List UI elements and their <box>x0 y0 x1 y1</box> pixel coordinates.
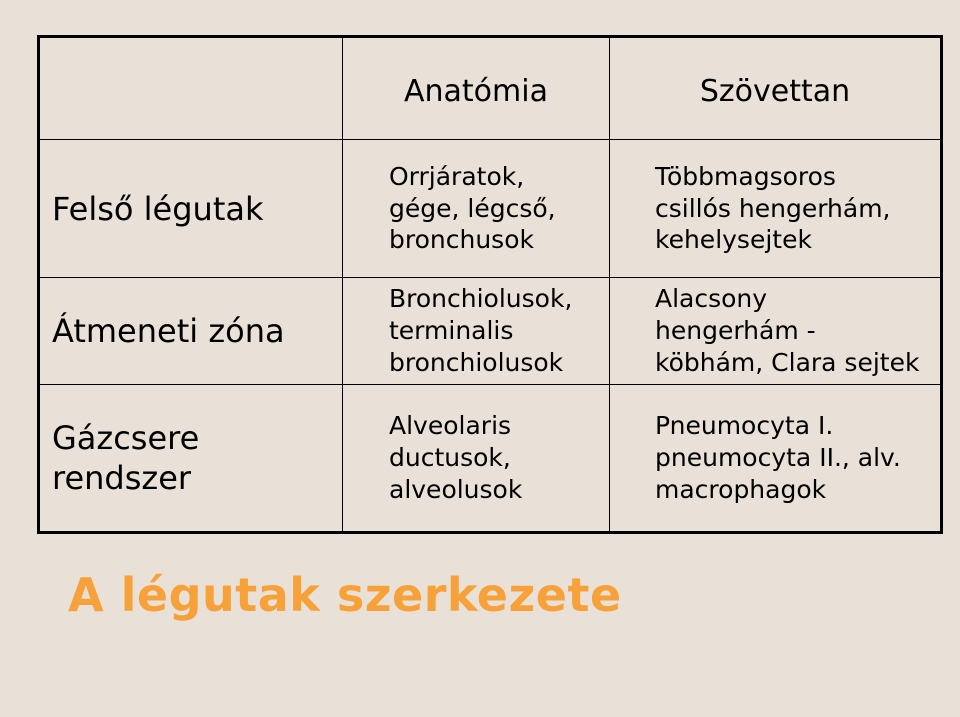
cell-line: Orrjáratok, <box>389 161 525 191</box>
anatomy-cell <box>343 385 610 533</box>
anatomy-cell <box>343 278 610 385</box>
cell-line: alveolusok <box>389 474 523 504</box>
cell-line: csillós hengerhám, <box>655 193 891 223</box>
cell-line: Bronchiolusok, <box>389 284 573 314</box>
cell-line: terminalis <box>389 316 514 346</box>
cell-line: Alveolaris <box>389 411 512 441</box>
row-label-line: Gázcsere <box>52 419 200 457</box>
cell-line: kehelysejtek <box>655 225 812 255</box>
cell-line: Pneumocyta I. <box>655 411 834 441</box>
histology-cell <box>610 385 942 533</box>
table-row <box>39 140 942 278</box>
table-row <box>39 278 942 385</box>
row-label-line: rendszer <box>52 459 192 497</box>
anatomy-cell <box>343 140 610 278</box>
table-header-row <box>39 37 942 140</box>
histology-cell <box>610 278 942 385</box>
cell-line: ductusok, <box>389 443 511 473</box>
airway-structure-table <box>37 35 943 534</box>
cell-line: hengerhám - <box>655 316 816 346</box>
row-label-gas-exchange <box>39 385 343 533</box>
header-anatomy: Anatómia <box>343 37 610 140</box>
row-label-upper-airways: Felső légutak <box>39 140 343 278</box>
cell-line: bronchusok <box>389 225 534 255</box>
cell-line: Többmagsoros <box>655 161 836 191</box>
row-label-transition-zone: Átmeneti zóna <box>39 278 343 385</box>
header-histology: Szövettan <box>610 37 942 140</box>
table-row <box>39 385 942 533</box>
cell-line: Alacsony <box>655 284 768 314</box>
histology-cell <box>610 140 942 278</box>
cell-line: bronchiolusok <box>389 347 564 377</box>
cell-line: pneumocyta II., alv. <box>655 443 901 473</box>
cell-line: köbhám, Clara sejtek <box>655 347 920 377</box>
header-empty-cell <box>39 37 343 140</box>
cell-line: macrophagok <box>655 474 827 504</box>
slide-title: A légutak szerkezete <box>68 568 622 622</box>
cell-line: gége, légcső, <box>389 193 556 223</box>
